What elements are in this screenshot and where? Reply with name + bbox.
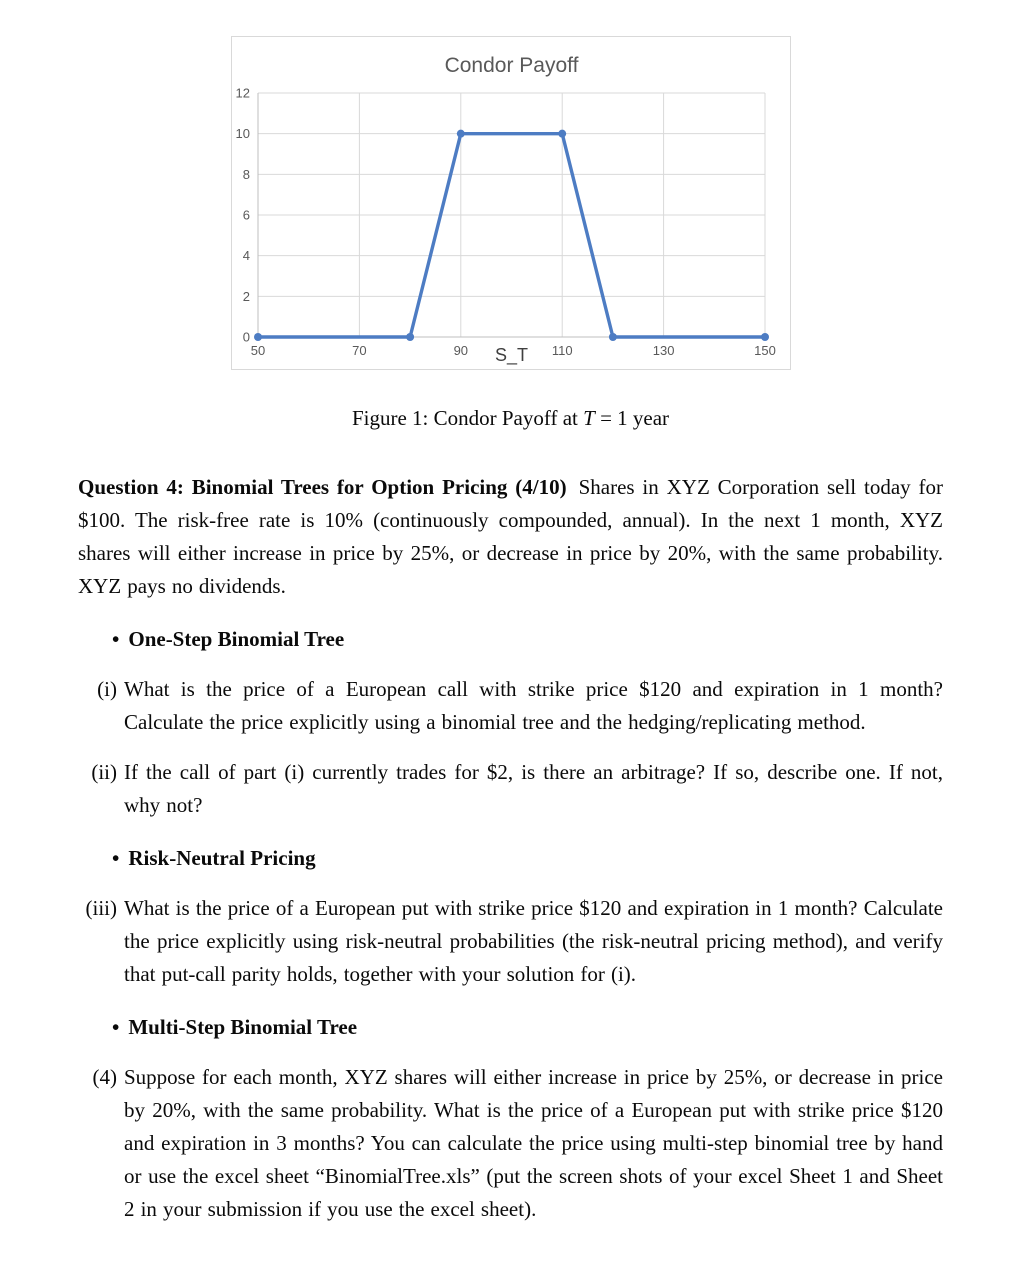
bullet-section-risk-neutral-pricing [78,842,943,875]
x-tick-label: 50 [250,343,265,358]
figure-caption [78,402,943,435]
bullet-icon: • [112,846,120,870]
item-label: (ii) [91,760,117,784]
item-label: (iii) [85,896,117,920]
question-intro: Shares in XYZ Corporation sell today for $100. The risk-free rate is 10% (continuously compounded, annual). In the next 1 month, XYZ shares will either increase in price by 25%, or decrease in price by 20%, with the same probability. XYZ pays no dividends. [78,475,943,598]
bullet-section-one-step-binomial-tree [78,623,943,656]
x-tick-label: 150 [753,343,776,358]
chart-border [231,37,790,370]
y-tick-label: 6 [242,207,250,223]
item-label: (i) [97,677,117,701]
item-text: If the call of part (i) currently trades for $2, is there an arbitrage? If so, describe one. If not, why not? [124,760,943,817]
chart-canvas [231,36,791,370]
figure-caption-prefix: Figure 1: Condor Payoff at [351,406,584,430]
bullet-section-multi-step-binomial-tree [78,1011,943,1044]
data-point-marker [456,130,464,138]
question-item-ii [78,756,943,822]
y-tick-label: 8 [242,166,250,182]
data-point-marker [406,333,414,341]
y-tick-label: 10 [235,126,250,142]
y-tick-label: 12 [235,85,250,101]
x-tick-label: 130 [652,343,674,358]
question-item-i [78,673,943,739]
x-tick-label: 70 [351,343,367,358]
condor-payoff-chart [231,36,791,370]
bullet-icon: • [112,627,120,651]
bullet-section-title: Multi-Step Binomial Tree [128,1015,358,1039]
y-tick-label: 0 [242,329,250,345]
y-tick-label: 4 [242,248,250,264]
item-label: (4) [92,1065,117,1089]
x-tick-label: 110 [551,343,573,358]
bullet-section-title: One-Step Binomial Tree [128,627,345,651]
data-point-marker [558,130,566,138]
x-axis-label: S_T [494,345,528,365]
x-tick-label: 90 [453,343,468,358]
question-sections [78,623,943,1226]
bullet-section-title: Risk-Neutral Pricing [128,846,316,870]
item-text: Suppose for each month, XYZ shares will either increase in price by 25%, or decrease in price by 20%, with the same probability. What is the price of a European put with strike price $120 and expiration in 3 months? You can calculate the price using multi-step binomial tree by hand or use the excel sheet “BinomialTree.xls” (put the screen shots of your excel Sheet 1 and Sheet 2 in your submission if you use the excel sheet). [124,1065,943,1221]
data-point-marker [254,333,262,341]
chart-title: Condor Payoff [444,54,578,77]
question-item-4 [78,1061,943,1226]
question-heading: Question 4: Binomial Trees for Option Pricing (4/10) [78,475,567,499]
figure-caption-variable: T [583,406,595,430]
item-text: What is the price of a European put with strike price $120 and expiration in 1 month? Calculate the price explicitly using risk-neutral probabilities (the risk-neutral pricing method), and verify that put-call parity holds, together with your solution for (i). [124,896,943,986]
question-item-iii [78,892,943,991]
bullet-icon: • [112,1015,120,1039]
figure-caption-suffix: = 1 year [594,406,670,430]
item-text: What is the price of a European call with strike price $120 and expiration in 1 month? Calculate the price explicitly using a binomial tree and the hedging/replicating method. [124,677,943,734]
data-point-marker [608,333,616,341]
data-point-marker [761,333,769,341]
question-paragraph [78,471,943,603]
y-tick-label: 2 [242,288,250,304]
